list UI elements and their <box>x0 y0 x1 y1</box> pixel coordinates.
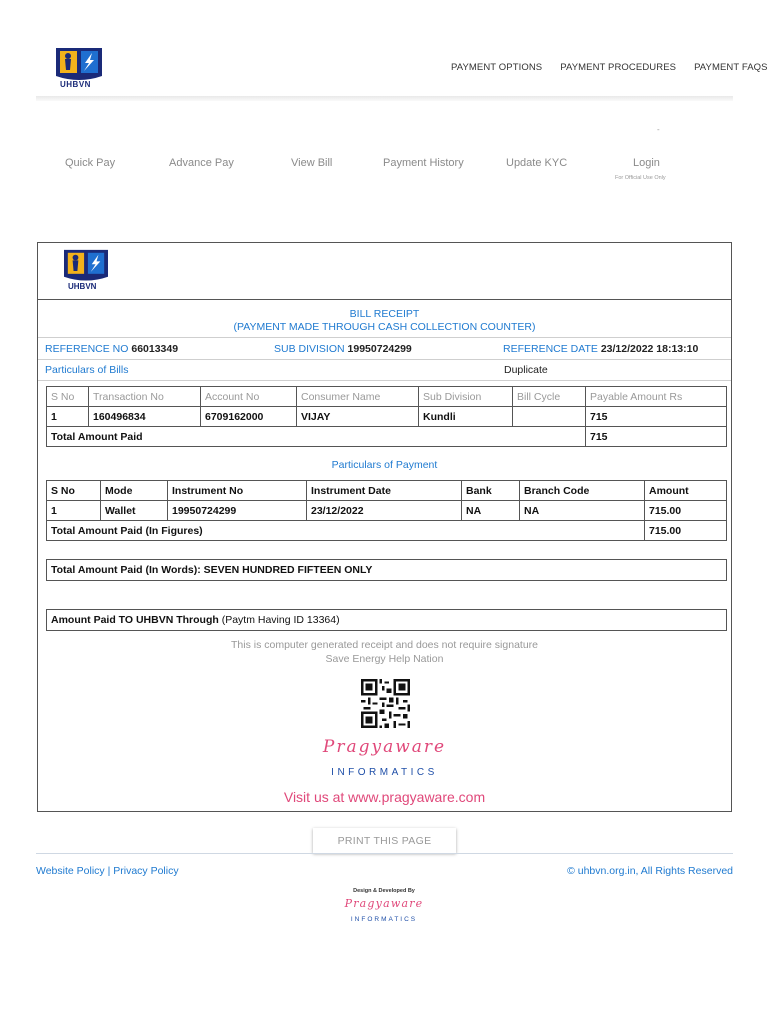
payment-total-row <box>47 521 727 541</box>
amount-in-words-text: Total Amount Paid (In Words): SEVEN HUNDRED FIFTEEN ONLY <box>51 564 373 576</box>
bills-header-subdivision: Sub Division <box>419 387 513 407</box>
bills-header-sno: S No <box>47 387 89 407</box>
cell: VIJAY <box>297 407 419 427</box>
footer-informatics: INFORMATICS <box>350 916 418 923</box>
uhbvn-logo[interactable] <box>54 46 104 92</box>
bills-header-transaction: Transaction No <box>89 387 201 407</box>
cell: 1 <box>47 501 101 521</box>
payment-header-mode: Mode <box>101 481 168 501</box>
receipt-logo <box>62 248 112 294</box>
privacy-policy-link[interactable]: Privacy Policy <box>113 865 179 877</box>
divider <box>38 380 731 381</box>
bills-total-row <box>47 427 727 447</box>
payment-total-value: 715.00 <box>645 521 727 541</box>
website-policy-link[interactable]: Website Policy <box>36 865 105 877</box>
pragyaware-informatics: INFORMATICS <box>331 767 438 778</box>
reference-no-label: REFERENCE NO <box>45 343 129 355</box>
copyright: © uhbvn.org.in, All Rights Reserved <box>567 865 733 877</box>
receipt-title: BILL RECEIPT <box>349 308 420 320</box>
sub-division-label: SUB DIVISION <box>274 343 345 355</box>
payment-table-header <box>47 481 727 501</box>
receipt-divider <box>38 299 731 300</box>
tab-payment-history[interactable]: Payment History <box>383 157 464 169</box>
bills-header-billcycle: Bill Cycle <box>513 387 586 407</box>
footer-policies <box>36 865 179 877</box>
reference-date: 23/12/2022 18:13:10 <box>600 343 699 355</box>
cell: 1 <box>47 407 89 427</box>
header-dash: - <box>657 125 660 134</box>
computer-generated-note: This is computer generated receipt and does not require signature <box>230 639 538 651</box>
paid-through-bold: Amount Paid TO UHBVN Through <box>51 614 219 626</box>
reference-date-label: REFERENCE DATE <box>503 343 598 355</box>
tab-quick-pay[interactable]: Quick Pay <box>65 157 116 169</box>
bills-total-label: Total Amount Paid <box>47 427 586 447</box>
logo-text: UHBVN <box>60 80 91 89</box>
footer-pragyaware-script[interactable]: Pragyaware <box>344 897 424 910</box>
cell: 715 <box>586 407 727 427</box>
paid-through-line <box>46 609 727 631</box>
tab-login[interactable]: Login <box>633 157 660 169</box>
cell: NA <box>462 501 520 521</box>
payment-header-amount: Amount <box>645 481 727 501</box>
cell: 715.00 <box>645 501 727 521</box>
particulars-of-bills-label: Particulars of Bills <box>45 364 129 376</box>
pragyaware-logo-script: Pragyaware <box>322 737 447 757</box>
divider <box>38 337 731 338</box>
payment-header-bank: Bank <box>462 481 520 501</box>
nav-payment-options[interactable]: PAYMENT OPTIONS <box>451 62 543 73</box>
nav-payment-procedures[interactable]: PAYMENT PROCEDURES <box>560 62 677 73</box>
divider <box>38 359 731 360</box>
tab-view-bill[interactable]: View Bill <box>291 157 333 169</box>
cell <box>513 407 586 427</box>
duplicate-label: Duplicate <box>504 364 548 376</box>
cell: 19950724299 <box>168 501 307 521</box>
top-nav <box>451 62 768 73</box>
bills-header-payable: Payable Amount Rs <box>586 387 727 407</box>
bills-table <box>46 386 727 447</box>
cell: 6709162000 <box>201 407 297 427</box>
design-credit: Design & Developed By <box>353 888 415 894</box>
bills-total-value: 715 <box>586 427 727 447</box>
bill-receipt <box>37 242 732 812</box>
reference-date-row <box>503 343 698 355</box>
table-row <box>47 407 727 427</box>
cell: Kundli <box>419 407 513 427</box>
payment-total-label: Total Amount Paid (In Figures) <box>47 521 645 541</box>
receipt-logo-text: UHBVN <box>68 282 97 291</box>
reference-no: 66013349 <box>131 343 179 355</box>
amount-in-words <box>46 559 727 581</box>
payment-header-branch: Branch Code <box>520 481 645 501</box>
payment-header-instrument-date: Instrument Date <box>307 481 462 501</box>
nav-payment-faqs[interactable]: PAYMENT FAQS <box>694 62 768 73</box>
print-button[interactable]: PRINT THIS PAGE <box>313 828 456 853</box>
sub-division: 19950724299 <box>347 343 412 355</box>
footer-divider <box>36 853 733 854</box>
cell: 23/12/2022 <box>307 501 462 521</box>
payment-header-instrument-no: Instrument No <box>168 481 307 501</box>
payment-table <box>46 480 727 541</box>
header-divider <box>36 96 733 101</box>
bills-header-consumer: Consumer Name <box>297 387 419 407</box>
tab-advance-pay[interactable]: Advance Pay <box>169 157 234 169</box>
bills-header-account: Account No <box>201 387 297 407</box>
cell: Wallet <box>101 501 168 521</box>
login-note: For Official Use Only <box>615 175 666 181</box>
save-energy-note: Save Energy Help Nation <box>325 653 444 665</box>
receipt-subtitle: (PAYMENT MADE THROUGH CASH COLLECTION COUNTER) <box>233 321 536 333</box>
payment-header-sno: S No <box>47 481 101 501</box>
sub-division-row <box>274 343 412 355</box>
cell: 160496834 <box>89 407 201 427</box>
footer-separator: | <box>107 865 111 877</box>
cell: NA <box>520 501 645 521</box>
table-row <box>47 501 727 521</box>
bills-table-header <box>47 387 727 407</box>
tab-update-kyc[interactable]: Update KYC <box>506 157 568 169</box>
paid-through-rest: (Paytm Having ID 13364) <box>221 614 340 626</box>
particulars-of-payment-label: Particulars of Payment <box>331 459 438 471</box>
visit-link[interactable]: Visit us at www.pragyaware.com <box>283 789 486 805</box>
qr-code <box>361 679 410 728</box>
